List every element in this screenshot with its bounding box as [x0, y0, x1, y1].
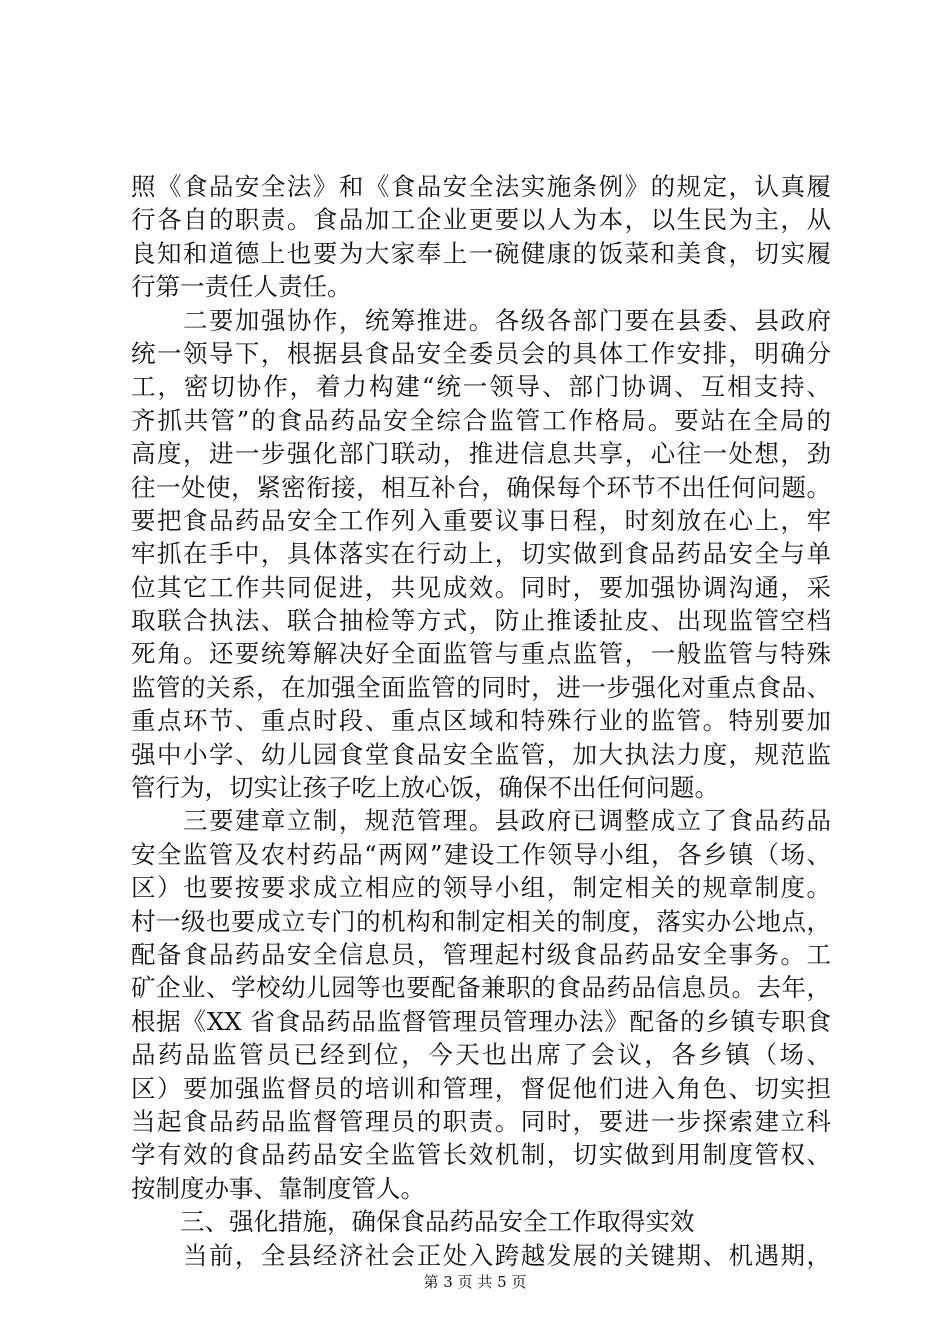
text-line: 监管的关系，在加强全面监管的同时，进一步强化对重点食品、	[131, 672, 831, 702]
text-line: 统一领导下，根据县食品安全委员会的具体工作安排，明确分	[131, 338, 831, 368]
text-line: 当起食品药品监督管理员的职责。同时，要进一步探索建立科	[131, 1106, 831, 1136]
text-line: 要把食品药品安全工作列入重要议事日程，时刻放在心上，牢	[131, 505, 831, 535]
text-line: 照《食品安全法》和《食品安全法实施条例》的规定，认真履	[131, 172, 831, 201]
text-line: 良知和道德上也要为大家奉上一碗健康的饭菜和美食，切实履	[131, 238, 831, 268]
text-line: 位其它工作共同促进，共见成效。同时，要加强协调沟通，采	[131, 572, 831, 602]
text-line: 重点环节、重点时段、重点区域和特殊行业的监管。特别要加	[131, 706, 831, 736]
text-line: 二要加强协作，统筹推进。各级各部门要在县委、县政府	[131, 305, 831, 335]
text-line: 工，密切协作，着力构建“统一领导、部门协调、互相支持、	[131, 372, 831, 402]
page-footer: 第 3 页 共 5 页	[423, 1273, 527, 1291]
text-line: 行第一责任人责任。	[131, 272, 352, 302]
text-line: 强中小学、幼儿园食堂食品安全监管，加大执法力度，规范监	[131, 739, 831, 769]
text-line: 行各自的职责。食品加工企业更要以人为本，以生民为主，从	[131, 205, 831, 235]
text-line: 牢抓在手中，具体落实在行动上，切实做到食品药品安全与单	[131, 539, 831, 569]
text-line: 村一级也要成立专门的机构和制定相关的制度，落实办公地点，	[131, 906, 831, 936]
text-line: 矿企业、学校幼儿园等也要配备兼职的食品药品信息员。去年，	[131, 973, 831, 1003]
text-line: 取联合执法、联合抽检等方式，防止推诿扯皮、出现监管空档	[131, 606, 831, 636]
text-line: 高度，进一步强化部门联动，推进信息共享，心往一处想，劲	[131, 439, 831, 469]
text-line: 三、强化措施，确保食品药品安全工作取得实效	[131, 1207, 695, 1237]
text-line: 区）也要按要求成立相应的领导小组，制定相关的规章制度。	[131, 873, 831, 903]
text-line: 三要建章立制，规范管理。县政府已调整成立了食品药品	[131, 806, 831, 836]
document-body	[131, 170, 831, 1272]
text-line: 配备食品药品安全信息员，管理起村级食品药品安全事务。工	[131, 939, 831, 969]
text-line: 管行为，切实让孩子吃上放心饭，确保不出任何问题。	[131, 773, 719, 803]
text-line: 按制度办事、靠制度管人。	[131, 1173, 425, 1203]
text-line: 品药品监管员已经到位，今天也出席了会议，各乡镇（场、	[131, 1040, 831, 1070]
text-line: 当前，全县经济社会正处入跨越发展的关键期、机遇期，	[131, 1240, 831, 1270]
text-line: 齐抓共管”的食品药品安全综合监管工作格局。要站在全局的	[131, 405, 831, 435]
text-line: 安全监管及农村药品“两网”建设工作领导小组，各乡镇（场、	[131, 839, 831, 869]
text-line: 死角。还要统筹解决好全面监管与重点监管，一般监管与特殊	[131, 639, 831, 669]
text-line: 学有效的食品药品安全监管长效机制，切实做到用制度管权、	[131, 1140, 831, 1170]
text-line: 往一处使，紧密衔接，相互补台，确保每个环节不出任何问题。	[131, 472, 831, 502]
text-line: 区）要加强监督员的培训和管理，督促他们进入角色、切实担	[131, 1073, 831, 1103]
text-line: 根据《XX 省食品药品监督管理员管理办法》配备的乡镇专职食	[131, 1006, 831, 1036]
